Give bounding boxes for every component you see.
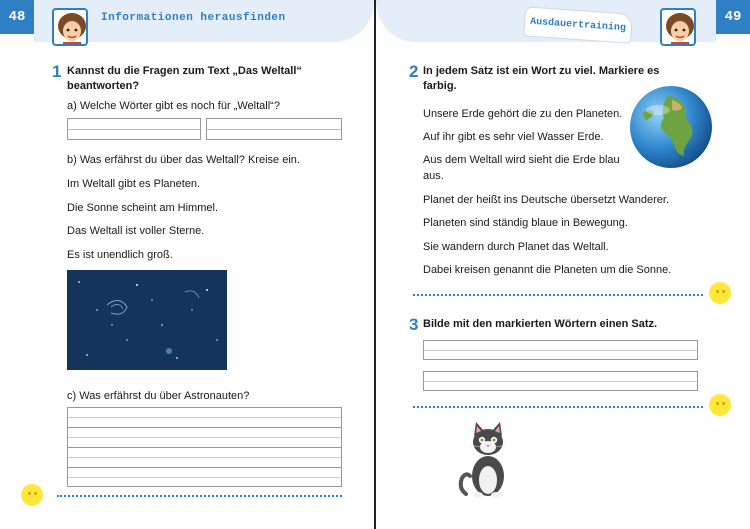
- earth-globe-icon: [628, 84, 714, 170]
- smiley-icon: [21, 484, 43, 506]
- writing-lines[interactable]: [423, 371, 698, 391]
- sentence-item[interactable]: Unsere Erde gehört die zu den Planeten.: [423, 108, 623, 120]
- statement-item[interactable]: Die Sonne scheint am Himmel.: [67, 202, 219, 214]
- sentence-item[interactable]: Dabei kreisen genannt die Planeten um die Sonne.: [423, 264, 672, 276]
- question-a: a) Welche Wörter gibt es noch für „Weltall“?: [67, 100, 280, 112]
- task-title-line1: Kannst du die Fragen zum Text „Das Weltall“: [67, 65, 302, 77]
- cat-illustration-icon: [456, 420, 516, 500]
- dotted-divider: [413, 406, 703, 408]
- statement-item[interactable]: Im Weltall gibt es Planeten.: [67, 178, 201, 190]
- sentence-item[interactable]: Aus dem Weltall wird sieht die Erde blau: [423, 154, 620, 166]
- task-title-line1: In jedem Satz ist ein Wort zu viel. Markiere es: [423, 65, 660, 77]
- task-number: 2: [409, 62, 419, 81]
- answer-box[interactable]: [206, 118, 342, 140]
- writing-lines[interactable]: [67, 407, 342, 487]
- dotted-divider: [57, 495, 342, 497]
- sentence-item[interactable]: Sie wandern durch Planet das Weltall.: [423, 241, 609, 253]
- right-page: [376, 0, 750, 529]
- smiley-icon: [709, 282, 731, 304]
- statement-item[interactable]: Das Weltall ist voller Sterne.: [67, 225, 205, 237]
- task-title-line2: farbig.: [423, 80, 457, 92]
- sentence-item[interactable]: Planeten sind ständig blaue in Bewegung.: [423, 217, 628, 229]
- page-number: 49: [716, 0, 750, 34]
- question-c: c) Was erfährst du über Astronauten?: [67, 390, 250, 402]
- smiley-icon: [709, 394, 731, 416]
- dotted-divider: [413, 294, 703, 296]
- statement-item[interactable]: Es ist unendlich groß.: [67, 249, 173, 261]
- sentence-item[interactable]: aus.: [423, 170, 444, 182]
- section-tag-label: Ausdauertraining: [529, 16, 627, 34]
- question-b: b) Was erfährst du über das Weltall? Kreise ein.: [67, 154, 300, 166]
- space-illustration: [67, 270, 227, 370]
- task-title-line2: beantworten?: [67, 80, 140, 92]
- task-number: 1: [52, 62, 62, 81]
- writing-lines[interactable]: [423, 340, 698, 360]
- answer-box[interactable]: [67, 118, 201, 140]
- sentence-item[interactable]: Planet der heißt ins Deutsche übersetzt Wanderer.: [423, 194, 669, 206]
- task-title: Bilde mit den markierten Wörtern einen Satz.: [423, 318, 658, 330]
- task-number: 3: [409, 315, 419, 334]
- page-title: Informationen herausfinden: [101, 12, 286, 24]
- girl-avatar-icon: [52, 8, 88, 46]
- girl-avatar-icon: [660, 8, 696, 46]
- page-number: 48: [0, 0, 34, 34]
- sentence-item[interactable]: Auf ihr gibt es sehr viel Wasser Erde.: [423, 131, 604, 143]
